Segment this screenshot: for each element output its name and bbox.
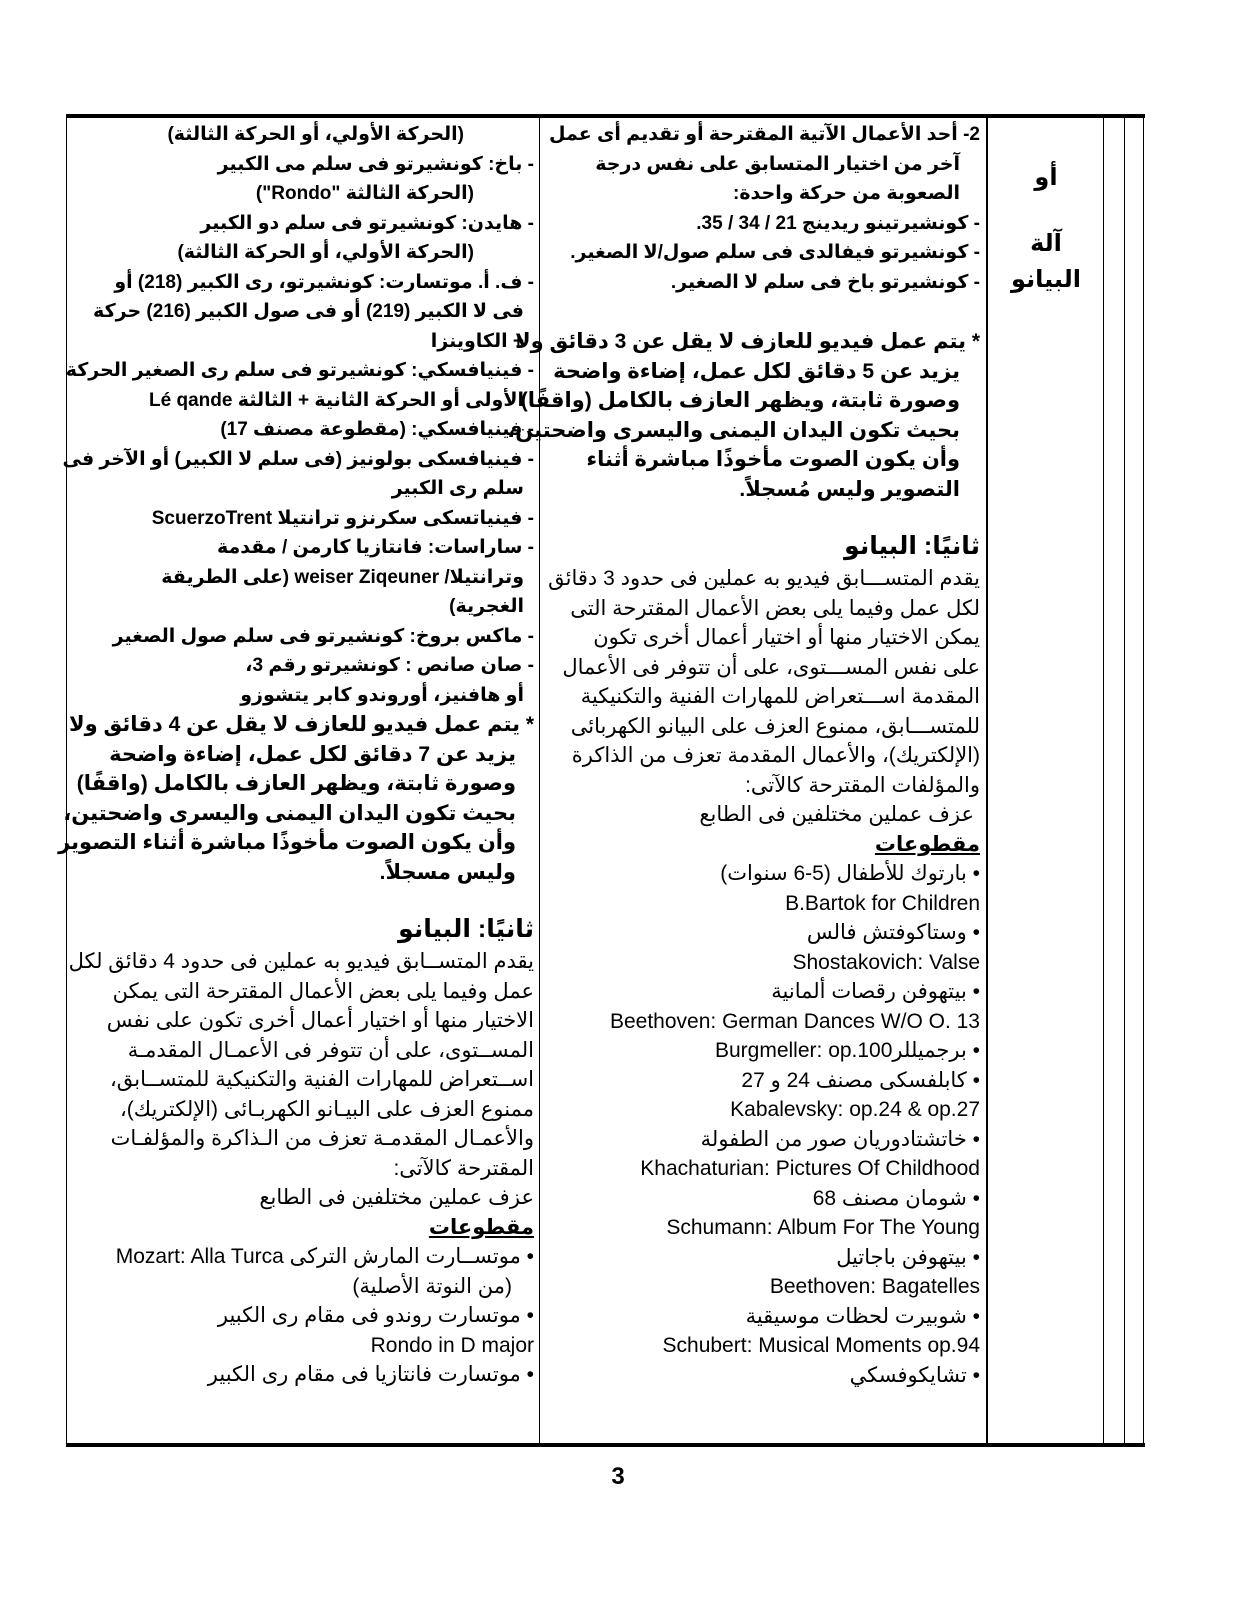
list-item-english: Schumann: Album For The Young (666, 1216, 980, 1239)
works-list (62, 120, 534, 710)
text-line: - كونشيرتينو ريدينج 21 / 34 / 35. (696, 212, 980, 234)
list-item: • شومان مصنف 68 (812, 1186, 980, 1210)
list-item-english: Beethoven: German Dances W/O O. 13 (609, 1009, 980, 1033)
list-item: • وستاكوفتش فالس (806, 921, 980, 944)
list-item: • بارتوك للأطفال (5-6 سنوات) (720, 862, 980, 885)
text-line: وصورة ثابتة، ويظهر العازف بالكامل (واقفًا) (520, 389, 960, 412)
text-line: - فينيافسكي: (مقطوعة مصنف 17) (220, 419, 534, 440)
pieces-heading: مقطوعات (428, 1215, 534, 1239)
text-line: (الحركة الأولي، أو الحركة الثالثة) (177, 242, 474, 263)
list-item-english: Beethoven: Bagatelles (769, 1275, 980, 1298)
or-label: أو (1034, 164, 1058, 191)
text-line: - ماكس بروخ: كونشيرتو فى سلم صول الصغير (112, 625, 534, 647)
content-table (58, 114, 1145, 1447)
piano-heading: ثانيًا: البيانو (398, 915, 534, 943)
text-line: وأن يكون الصوت مأخوذًا مباشرة أثناء التصوير (58, 831, 516, 854)
video-note (58, 710, 534, 887)
list-item: • بيتهوفن باجاتيل (836, 1245, 980, 1269)
text-line: * يتم عمل فيديو للعازف لا يقل عن 4 دقائق ولا (68, 713, 534, 736)
list-item-english: Burgmeller: op.100 (714, 1039, 893, 1062)
text-line: ممنوع العزف على البيـانو الكهربـائى (الإلكتريك)، (119, 1097, 534, 1121)
instrument-label-column (992, 120, 1100, 298)
piano-paragraph (548, 564, 980, 830)
list-item-english: Schubert: Musical Moments op.94 (662, 1334, 980, 1357)
item2-block (548, 120, 980, 297)
list-item: • تشايكوفسكي (849, 1363, 980, 1387)
list-item: • موتســارت المارش التركى Mozart: Alla Turca (115, 1245, 534, 1268)
column-divider (539, 118, 540, 1443)
text-line: * يتم عمل فيديو للعازف لا يقل عن 3 دقائق ولا (514, 330, 980, 353)
text-line: يمكن الاختيار منها أو اختيار أعمال أخرى تكون (593, 626, 980, 649)
piano-heading: ثانيًا: البيانو (844, 532, 980, 560)
text-line: وليس مسجلاً. (379, 860, 516, 884)
text-line: الصعوبة من حركة واحدة: (733, 183, 960, 204)
text-line: عزف عملين مختلفين فى الطابع (699, 803, 974, 826)
text-line: والمؤلفات المقترحة كالآتى: (745, 773, 980, 797)
column-divider (986, 118, 988, 1443)
text-line: اســتعراض للمهارات الفنية والتكنيكية للمتســابق، (109, 1068, 534, 1091)
text-line: - ساراسات: فانتازيا كارمن / مقدمة (217, 537, 534, 558)
text-line: وترانتيلا/ weiser Ziqeuner (على الطريقة (161, 566, 524, 588)
text-line: على نفس المســـتوى، على أن تتوفر فى الأعمال (562, 655, 980, 679)
text-line: - باخ: كونشيرتو فى سلم مى الكبير (217, 153, 534, 175)
text-line: الأولى أو الحركة الثانية + الثالثة Lé qande (149, 389, 524, 411)
piano-paragraph (68, 947, 534, 1213)
text-line: فى لا الكبير (219) أو فى صول الكبير (216) حركة (93, 301, 524, 322)
text-line: (الحركة الثالثة "Rondo") (255, 183, 474, 204)
text-line: (الإلكتريك)، والأعمال المقدمة تعزف من الذاكرة (571, 744, 980, 767)
text-line: يزيد عن 7 دقائق لكل عمل، إضاءة واضحة (109, 742, 516, 766)
text-line: والأعمـال المقدمـة تعزف من الـذاكرة والمؤلفـات (110, 1127, 534, 1150)
text-line: وأن يكون الصوت مأخوذًا مباشرة أثناء (586, 448, 960, 471)
list-item-english: Rondo in D major (370, 1333, 534, 1357)
list-item-english: Khachaturian: Pictures Of Childhood (640, 1157, 980, 1180)
text-line: - هايدن: كونشيرتو فى سلم دو الكبير (200, 212, 534, 234)
text-line: يقدم المتســـابق فيديو به عملين فى حدود 3 دقائق (548, 567, 980, 590)
pieces-list (74, 1242, 534, 1390)
list-item: • بيتهوفن رقصات ألمانية (771, 980, 980, 1003)
instrument-label-line2: البيانو (1011, 266, 1081, 293)
column-divider (66, 118, 67, 1443)
list-item: (من النوتة الأصلية) (352, 1274, 512, 1298)
text-line: المقترحة كالآتى: (393, 1156, 534, 1180)
list-item-english: Shostakovich: Valse (792, 950, 980, 974)
list-item: • موتسارت فانتازيا فى مقام رى الكبير (207, 1363, 534, 1386)
text-line: يزيد عن 5 دقائق لكل عمل، إضاءة واضحة (553, 359, 960, 383)
column-divider (1103, 118, 1104, 1443)
column-divider (1143, 118, 1144, 1443)
list-item-ar: • برجميللر (892, 1039, 980, 1062)
text-line: - ف. أ. موتسارت: كونشيرتو، رى الكبير (218) أو (114, 271, 534, 293)
video-note (507, 327, 980, 504)
text-line: يقدم المتســابق فيديو به عملين فى حدود 4 دقائق لكل (68, 950, 534, 973)
text-line: - فينيافسكى بولونيز (فى سلم لا الكبير) أو الآخر فى (62, 448, 534, 470)
list-item: • كابلفسكى مصنف 24 و 27 (741, 1068, 980, 1092)
pieces-list (548, 859, 980, 1390)
text-line: بحيث تكون اليدان اليمنى واليسرى واضحتين، (507, 418, 960, 442)
middle-column (507, 120, 980, 1390)
list-item: • خاتشتادوريان صور من الطفولة (700, 1127, 980, 1151)
text-line: - كونشيرتو باخ فى سلم لا الصغير. (670, 271, 980, 293)
text-line: عمل وفيما يلى بعض الأعمال المقترحة التى يمكن (112, 979, 534, 1003)
list-item-english: Kabalevsky: op.24 & op.27 (730, 1098, 980, 1121)
text-line: آخر من اختيار المتسابق على نفس درجة (595, 153, 960, 175)
text-line: - فينيافسكي: كونشيرتو فى سلم رى الصغير الحركة (65, 360, 534, 381)
text-line: + الكاوينزا (430, 330, 524, 352)
text-line: التصوير وليس مُسجلاً. (739, 477, 960, 501)
text-line: أو هافنيز، أوروندو كابر يتشوزو (240, 684, 524, 706)
instrument-label-line1: آلة (1030, 230, 1062, 257)
list-item: • شوبيرت لحظات موسيقية (745, 1304, 980, 1328)
text-line: بحيث تكون اليدان اليمنى واليسرى واضحتين، (63, 801, 516, 825)
column-divider (1124, 118, 1125, 1443)
page-number: 3 (611, 1463, 625, 1490)
text-line: عزف عملين مختلفين فى الطابع (259, 1186, 534, 1209)
text-line: - كونشيرتو فيفالدى فى سلم صول/لا الصغير. (570, 242, 980, 263)
text-line: سلم رى الكبير (391, 478, 524, 499)
text-line: المقدمة اســـتعراض للمهارات الفنية والتكنيكية (580, 685, 980, 708)
text-line: - صان صانص : كونشيرتو رقم 3، (245, 655, 534, 676)
text-line: 2- أحد الأعمال الآتية المقترحة أو تقديم أى عمل (549, 124, 980, 145)
text-line: - فينياتسكى سكرنزو ترانتيلا ScuerzoTrent (151, 507, 534, 529)
text-line: المســتوى، على أن تتوفر فى الأعمـال المقدمـة (127, 1038, 534, 1062)
list-item: • موتسارت روندو فى مقام رى الكبير (217, 1304, 534, 1327)
text-line: الاختيار منها أو اختيار أعمال أخرى تكون على نفس (106, 1009, 534, 1032)
text-line: للمتســـابق، ممنوع العزف على البيانو الكهربائى (570, 714, 980, 738)
text-line: الغجرية) (449, 596, 524, 617)
list-item (548, 1036, 980, 1066)
text-line: وصورة ثابتة، ويظهر العازف بالكامل (واقفًا) (76, 772, 516, 795)
text-line: لكل عمل وفيما يلى بعض الأعمال المقترحة التى (570, 596, 980, 620)
list-item-english: B.Bartok for Children (785, 891, 980, 915)
left-column (58, 120, 534, 1390)
pieces-heading: مقطوعات (874, 832, 980, 856)
text-line: (الحركة الأولي، أو الحركة الثالثة) (167, 124, 464, 145)
